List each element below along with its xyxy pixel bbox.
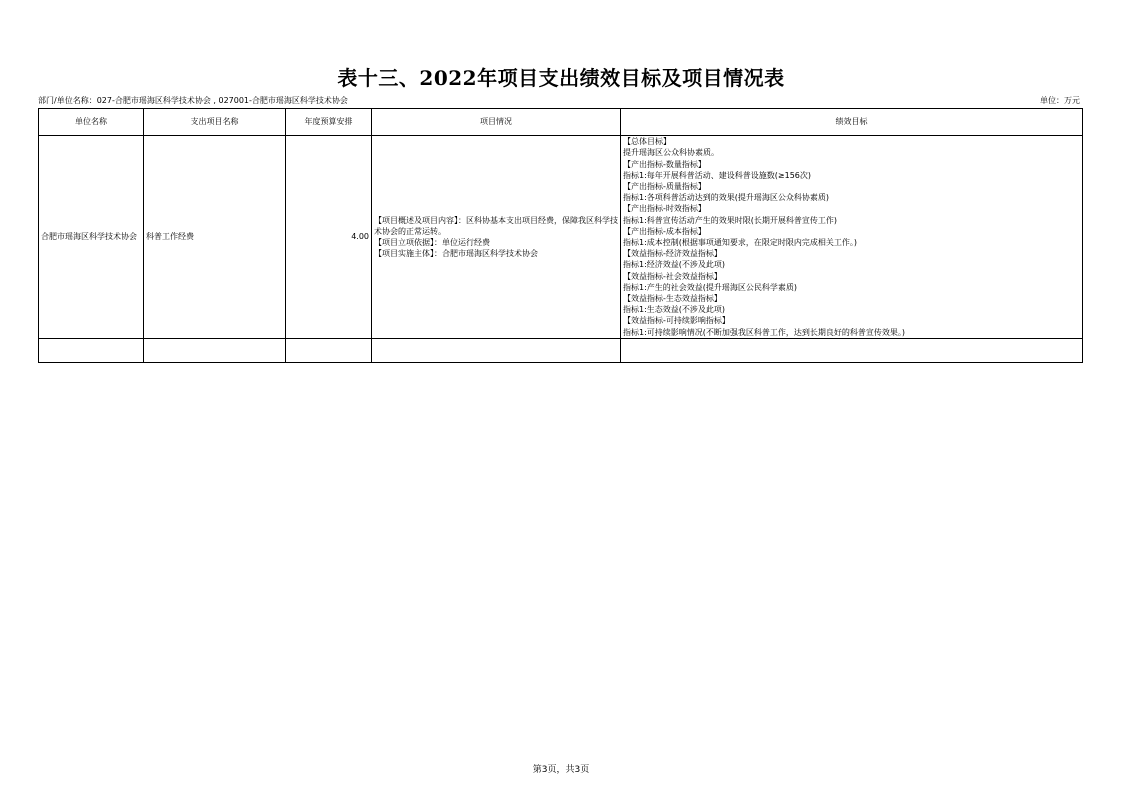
performance-table — [38, 108, 1083, 363]
performance-line: 指标1:可持续影响情况(不断加强我区科普工作，达到长期良好的科普宣传效果。) — [623, 327, 906, 337]
cell-situation — [372, 136, 621, 339]
department-line: 部门/单位名称：027-合肥市瑶海区科学技术协会 , 027001-合肥市瑶海区科学技术协会 — [38, 96, 348, 105]
page-title: 表十三、2022年项目支出绩效目标及项目情况表 — [337, 66, 785, 90]
situation-line: 【项目概述及项目内容】：区科协基本支出项目经费，保障我区科学技术协会的正常运转。 — [374, 215, 618, 236]
cell-project-name: 科普工作经费 — [144, 136, 286, 339]
performance-line: 指标1:每年开展科普活动、建设科普设施数(≥156次) — [623, 170, 811, 180]
performance-line: 指标1:成本控制(根据事项通知要求，在限定时限内完成相关工作。) — [623, 238, 858, 247]
header-performance: 绩效目标 — [621, 109, 1083, 136]
performance-line: 指标1:产生的社会效益(提升瑶海区公民科学素质) — [623, 282, 798, 292]
header-budget: 年度预算安排 — [286, 109, 372, 136]
header-situation: 项目情况 — [372, 109, 621, 136]
unit-label: 单位：万元 — [1040, 96, 1080, 105]
performance-line: 指标1:生态效益(不涉及此项) — [623, 305, 726, 315]
table-row-empty — [39, 339, 1083, 363]
performance-line: 【效益指标-经济效益指标】 — [623, 249, 722, 259]
performance-line: 指标1:各项科普活动达到的效果(提升瑶海区公众科协素质) — [623, 193, 830, 203]
empty-cell — [621, 339, 1083, 363]
empty-cell — [286, 339, 372, 363]
table-row — [39, 136, 1083, 339]
performance-line: 【总体目标】 — [623, 137, 671, 147]
performance-line: 指标1:科普宣传活动产生的效果时限(长期开展科普宣传工作) — [623, 215, 838, 225]
performance-line: 【产出指标-时效指标】 — [623, 204, 706, 214]
performance-line: 【效益指标-社会效益指标】 — [623, 271, 722, 281]
empty-cell — [372, 339, 621, 363]
cell-budget: 4.00 — [286, 136, 372, 339]
performance-line: 【产出指标-质量指标】 — [623, 181, 706, 191]
performance-line: 【效益指标-可持续影响指标】 — [623, 316, 730, 326]
performance-line: 【产出指标-数量指标】 — [623, 159, 706, 169]
cell-performance — [621, 136, 1083, 339]
empty-cell — [39, 339, 144, 363]
situation-line: 【项目实施主体】：合肥市瑶海区科学技术协会 — [374, 249, 538, 259]
table-header-row — [39, 109, 1083, 136]
performance-line: 【效益指标-生态效益指标】 — [623, 294, 722, 304]
empty-cell — [144, 339, 286, 363]
performance-line: 提升瑶海区公众科协素质。 — [623, 148, 719, 158]
page-number: 第3页，共3页 — [532, 765, 590, 775]
header-unit-name: 单位名称 — [39, 109, 144, 136]
header-project-name: 支出项目名称 — [144, 109, 286, 136]
performance-line: 指标1:经济效益(不涉及此项) — [623, 260, 726, 270]
situation-line: 【项目立项依据】：单位运行经费 — [374, 238, 490, 247]
performance-line: 【产出指标-成本指标】 — [623, 226, 706, 236]
cell-unit-name: 合肥市瑶海区科学技术协会 — [39, 136, 144, 339]
